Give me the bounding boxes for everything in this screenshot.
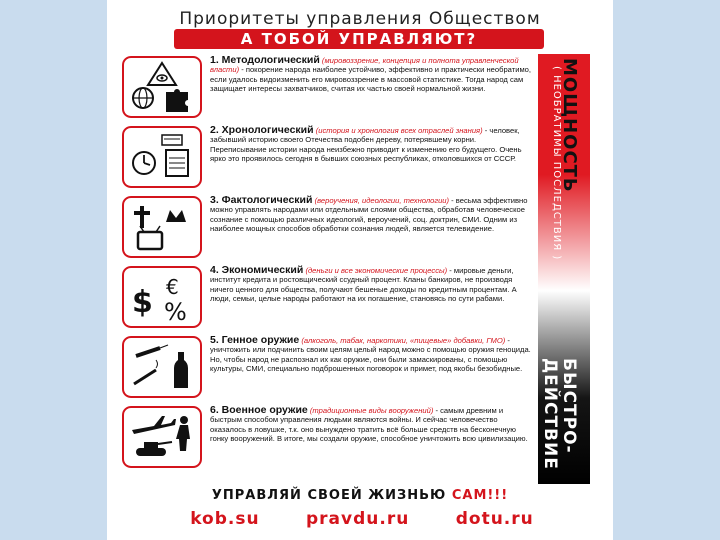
item-note: (вероучения, идеологии, технологии)	[314, 196, 450, 205]
footer-links	[167, 508, 557, 530]
item-heading: 1. Методологический	[210, 54, 320, 66]
soldier-icon	[176, 416, 190, 451]
item-text	[210, 406, 532, 443]
list-item	[122, 196, 532, 259]
slogan-accent: САМ!!!	[451, 488, 509, 503]
item-text	[210, 196, 532, 233]
icon-box	[122, 126, 202, 188]
item-note: (история и хронология всех отраслей знания)	[315, 126, 483, 135]
item-text	[210, 126, 532, 163]
sidebar-bottom	[538, 344, 590, 484]
item-body: - покорение народа наиболее устойчиво, эффективно и практически необратимо, если удалось видоизменить его мировоззрение в массовой статистике. Тогда народ сам защищает интересы захватчиков, считая их частью своей нормальной жизни.	[210, 65, 532, 93]
item-text	[210, 266, 532, 303]
item-heading: 5. Генное оружие	[210, 334, 300, 346]
bottle-icon	[174, 352, 188, 388]
power-sublabel: ( НЕОБРАТИМЫ ПОСЛЕДСТВИЯ )	[551, 66, 562, 261]
list-item	[122, 266, 532, 329]
svg-text:%: %	[164, 298, 187, 324]
puzzle-icon	[166, 89, 188, 112]
tv-icon	[138, 226, 162, 249]
item-body: - весьма эффективно можно управлять народами или отдельными слоями общества, обработав человеческое сознание с помощью различных идеологий, вероучений, соц. доктрин, СМИ. Одним из наиболее мощных способов обработки сознания людей, является телевидение.	[210, 196, 528, 233]
slogan-text: УПРАВЛЯЙ СВОЕЙ ЖИЗНЬЮ	[211, 488, 447, 503]
link-pravdu[interactable]: pravdu.ru	[306, 509, 410, 529]
item-note: (мировоззрение, концепция и полнота управленческой власти)	[210, 56, 519, 75]
icon-box	[122, 56, 202, 118]
cross-icon	[134, 206, 150, 228]
dollar-icon	[132, 285, 153, 320]
clock-icon	[133, 152, 155, 174]
speed-label: БЫСТРО- ДЕЙСТВИЕ	[540, 358, 579, 470]
tank-icon	[136, 442, 172, 456]
svg-text:€: €	[166, 275, 179, 299]
item-heading: 4. Экономический	[210, 264, 304, 276]
list-item	[122, 126, 532, 189]
syringe-icon	[136, 345, 168, 356]
list-item	[122, 406, 532, 469]
eye-pyramid-icon	[148, 63, 176, 85]
item-body: - самым древним и быстрым способом управления людьми являются войны. И сейчас человечество оказалось в ловушке, т.к. оно вынуждено тратить всё больше средств на бесконечную гонку вооружений. В итоге, мы создали оружие, способное уничтожить всю цивилизацию.	[210, 406, 528, 443]
icon-box	[122, 196, 202, 258]
icon-box	[122, 336, 202, 398]
cigarette-icon	[134, 360, 158, 384]
page-title: Приоритеты управления Обществом	[179, 9, 541, 29]
scroll-icon	[162, 135, 182, 145]
icon-box	[122, 406, 202, 468]
sidebar-top	[538, 54, 590, 261]
globe-icon	[133, 88, 153, 108]
jet-icon	[132, 416, 176, 434]
list-item	[122, 336, 532, 399]
percent-icon	[164, 298, 187, 324]
footer-slogan	[119, 488, 601, 503]
svg-text:$: $	[132, 285, 153, 320]
item-body: - уничтожить или подчинить своим целям целый народ можно с помощью оружия геноцида. Но, чтобы народ не распознал их как оружие, они были замаскированы, с помощью культуры, СМИ, специально подброшенных поговорок и примет, под якобы безобидные.	[210, 336, 531, 373]
sidebar-scale	[538, 54, 590, 484]
power-label: МОЩНОСТЬ	[559, 58, 580, 193]
item-heading: 3. Фактологический	[210, 194, 313, 206]
link-dotu[interactable]: dotu.ru	[455, 509, 534, 529]
euro-icon	[166, 275, 179, 299]
icon-box	[122, 266, 202, 328]
book-icon	[166, 150, 188, 176]
item-text	[210, 336, 532, 373]
item-note: (традиционные виды вооружений)	[309, 406, 434, 415]
list-item	[122, 56, 532, 119]
item-text	[210, 56, 532, 93]
item-note: (алкоголь, табак, наркотики, «пищевые» добавки, ГМО)	[301, 336, 506, 345]
item-note: (деньги и все экономические процессы)	[305, 266, 448, 275]
item-body: - человек, забывший историю своего Отечества подобен дереву, потерявшему корни. Переписывание истории народа неизбежно приводит к изменению его будущего. Очень ярко это проявилось сегодня в бывших союзных республиках, отколовшихся от СССР.	[210, 126, 522, 163]
item-body: - мировые деньги, институт кредита и ростовщический ссудный процент. Кланы банкиров, не производя ничего ценного для общества, получают бешеные доходы по кредитным процентам. А люди, семьи, целые народы работают на их погашение, становясь по сути рабами.	[210, 266, 517, 303]
link-kob[interactable]: kob.su	[190, 509, 260, 529]
page-subtitle: А ТОБОЙ УПРАВЛЯЮТ?	[174, 29, 544, 49]
crown-icon	[166, 210, 186, 222]
item-heading: 2. Хронологический	[210, 124, 314, 136]
poster	[107, 0, 613, 540]
item-heading: 6. Военное оружие	[210, 404, 308, 416]
